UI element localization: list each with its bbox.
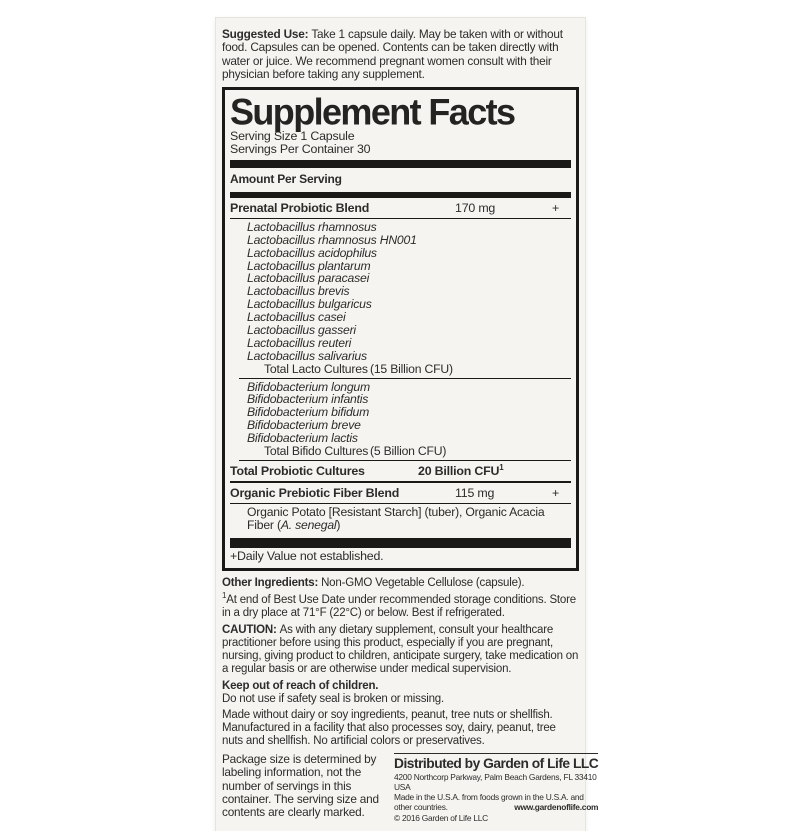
total-probiotic-label: Total Probiotic Cultures: [230, 463, 365, 478]
distributor-address: 4200 Northcorp Parkway, Palm Beach Gardens, FL 33410 USA: [394, 771, 597, 792]
total-probiotic-row: [230, 461, 571, 481]
blend-amount: 170 mg: [455, 200, 496, 215]
lacto-total-row: [230, 363, 571, 377]
caution-label: CAUTION:: [222, 624, 277, 637]
fiber-blend-row: [230, 483, 571, 503]
species-item: Lactobacillus gasseri: [247, 323, 356, 338]
lacto-species-list: [230, 221, 571, 363]
species-item: Lactobacillus rhamnosus: [247, 219, 377, 234]
storage-footnote: $^1$At end of Best Use Date under recommended storage conditions. Store in a dry place at 71°F (22°C) or below. Best if refrigerated.: [222, 591, 576, 620]
supplement-label: [216, 18, 599, 831]
bifido-total-label: Total Bifido Cultures: [264, 444, 369, 459]
species-item: Bifidobacterium lactis: [247, 431, 358, 446]
divider-rule: [230, 218, 571, 219]
made-in-statement: Made in the U.S.A. from foods grown in the U.S.A. and: [394, 792, 584, 803]
species-item: Lactobacillus plantarum: [247, 258, 371, 273]
species-item: Lactobacillus acidophilus: [247, 245, 377, 260]
species-item: Bifidobacterium bifidum: [247, 405, 370, 420]
daily-value-note: +Daily Value not established.: [230, 548, 384, 563]
species-item: Lactobacillus bulgaricus: [247, 297, 372, 312]
divider-rule: [239, 378, 571, 379]
package-size-note: Package size is determined by labeling information, not the number of servings in this container. The serving size and contents are clearly marked.: [222, 752, 379, 819]
species-item: Bifidobacterium breve: [247, 418, 361, 433]
species-item: Lactobacillus salivarius: [247, 348, 367, 363]
suggested-use-text: Take 1 capsule daily. May be taken with or without food. Capsules can be opened. Contents can be taken directly with water or juice. We recommend pregnant women consult with their physician before taking any supplement.: [222, 27, 563, 82]
daily-value-symbol: +: [551, 485, 559, 500]
bottom-columns: [222, 752, 599, 823]
website-url: www.gardenoflife.com: [514, 802, 599, 813]
blend-name: Prenatal Probiotic Blend: [230, 200, 370, 215]
other-ingredients-label: Other Ingredients:: [222, 577, 319, 590]
copyright: © 2016 Garden of Life LLC: [394, 812, 488, 823]
caution-note: CAUTION: As with any dietary supplement, consult your healthcare practitioner before using this product, especially if you are pregnant, nursing, giving product to children, anticipate surgery, take medication on a regular basis or are otherwise under medical supervision.: [222, 624, 579, 675]
fiber-ingredients: Organic Potato [Resistant Starch] (tuber), Organic Acacia Fiber (A. senegal): [247, 504, 545, 533]
daily-value-symbol: +: [551, 200, 559, 215]
child-safety-warnings: [222, 680, 579, 706]
separator-bar: [230, 538, 571, 548]
footnote-marker: 1: [222, 591, 227, 601]
species-latin-name: A. senegal: [280, 518, 337, 533]
species-item: Bifidobacterium longum: [247, 379, 370, 394]
species-item: Bifidobacterium infantis: [247, 392, 369, 407]
lacto-total-label: Total Lacto Cultures: [264, 361, 368, 376]
servings-per-container: Servings Per Container 30: [230, 142, 371, 157]
serving-size: Serving Size 1 Capsule: [230, 128, 355, 143]
distributor-title: Distributed by Garden of Life LLC: [394, 756, 599, 772]
species-item: Lactobacillus reuteri: [247, 335, 352, 350]
bifido-total-row: [230, 445, 571, 459]
species-item: Lactobacillus brevis: [247, 284, 350, 299]
allergen-statement: Made without dairy or soy ingredients, peanut, tree nuts or shellfish. Manufactured in a facility that also processes soy, dairy, peanut, tree nuts and shellfish. No artificial colors or preservatives.: [222, 709, 556, 748]
other-ingredients: Other Ingredients: Non-GMO Vegetable Cellulose (capsule).: [222, 577, 525, 590]
lacto-total-amount: (15 Billion CFU): [370, 361, 453, 376]
species-item: Lactobacillus casei: [247, 310, 346, 325]
supplement-facts-panel: [222, 87, 579, 572]
fiber-blend-amount: 115 mg: [455, 485, 495, 500]
species-item: Lactobacillus paracasei: [247, 271, 370, 286]
supplement-facts-title: Supplement Facts: [230, 89, 515, 133]
suggested-use: [222, 28, 579, 82]
safety-seal-warning: Do not use if safety seal is broken or missing.: [222, 692, 444, 705]
distributor-info: [394, 753, 598, 823]
separator-bar: [230, 160, 571, 168]
species-item: Lactobacillus rhamnosus HN001: [247, 232, 417, 247]
amount-per-serving-header: Amount Per Serving: [230, 171, 342, 186]
probiotic-blend-row: [230, 198, 571, 218]
keep-out-warning: Keep out of reach of children.: [222, 679, 379, 692]
suggested-use-label: Suggested Use:: [222, 27, 309, 41]
bifido-total-amount: (5 Billion CFU): [370, 444, 447, 459]
made-in-statement-line2: other countries. www.gardenoflife.com: [394, 802, 599, 813]
fiber-blend-name: Organic Prebiotic Fiber Blend: [230, 485, 400, 500]
bifido-species-list: [230, 381, 571, 446]
footnote-marker: 1: [499, 462, 504, 472]
total-probiotic-amount: 20 Billion CFU$^1$: [418, 462, 504, 478]
